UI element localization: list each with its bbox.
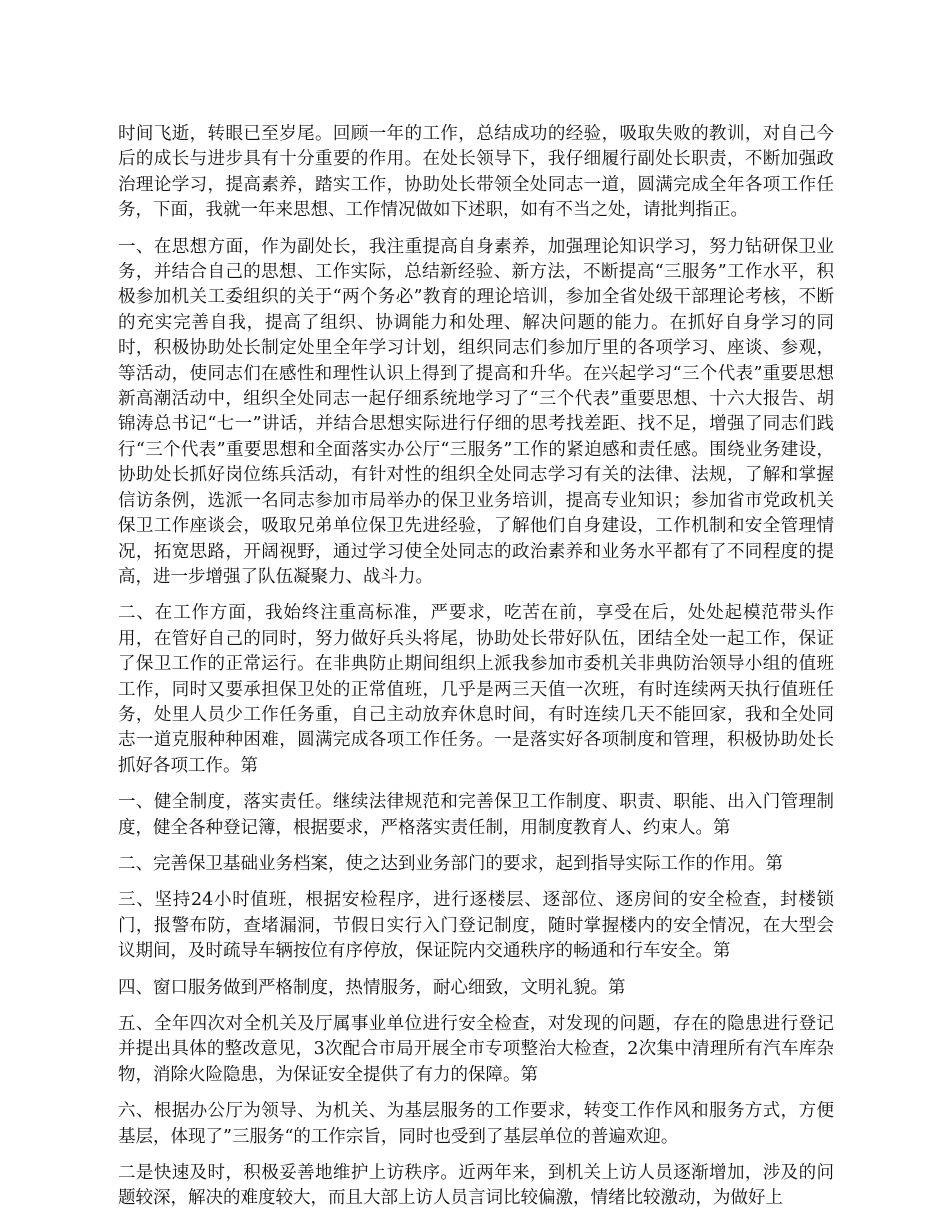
section-work-paragraph: 二、在工作方面，我始终注重高标准，严要求，吃苦在前，享受在后，处处起模范带头作用，在管好自己的同时，努力做好兵头将尾，协助处长带好队伍，团结全处一起工作，保证了保卫工作的正常运行。在非典防止期间组织上派我参加市委机关非典防治领导小组的值班工作，同时又要承担保卫处的正常值班，几乎是两三天值一次班，有时连续两天执行值班任务，处里人员少工作任务重，自己主动放弃休息时间，有时连续几天不能回家，我和全处同志一道克服种种困难，圆满完成各项工作任务。一是落实好各项制度和管理，积极协助处长抓好各项工作。第 — [118, 603, 834, 776]
section-thought-paragraph: 一、在思想方面，作为副处长，我注重提高自身素养，加强理论知识学习，努力钻研保卫业务，并结合自己的思想、工作实际，总结新经验、新方法，不断提高“三服务”工作水平，积极参加机关工委组织的关于“两个务必”教育的理论培训，参加全省处级干部理论考核，不断的充实完善自我，提高了组织、协调能力和处理、解决问题的能力。在抓好自身学习的同时，积极协助处长制定处里全年学习计划，组织同志们参加厅里的各项学习、座谈、参观，等活动，使同志们在感性和理性认识上得到了提高和升华。在兴起学习“三个代表”重要思想新高潮活动中，组织全处同志一起仔细系统地学习了“三个代表”重要思想、十六大报告、胡锦涛总书记“七一”讲话，并结合思想实际进行仔细的思考找差距、找不足，增强了同志们践行“三个代表”重要思想和全面落实办公厅“三服务”工作的紧迫感和责任感。围绕业务建设，协助处长抓好岗位练兵活动，有针对性的组织全处同志学习有关的法律、法规，了解和掌握信访条例，选派一名同志参加市局举办的保卫业务培训，提高专业知识；参加省市党政机关保卫工作座谈会，吸取兄弟单位保卫先进经验，了解他们自身建设，工作机制和安全管理情况，拓宽思路，开阔视野，通过学习使全处同志的政治素养和业务水平都有了不同程度的提高，进一步增强了队伍凝聚力、战斗力。 — [118, 236, 834, 587]
document-body — [118, 122, 834, 1223]
item-4-paragraph: 四、窗口服务做到严格制度，热情服务，耐心细致，文明礼貌。第 — [118, 977, 626, 998]
intro-paragraph: 时间飞逝，转眼已至岁尾。回顾一年的工作，总结成功的经验，吸取失败的教训，对自己今后的成长与进步具有十分重要的作用。在处长领导下，我仔细履行副处长职责，不断加强政治理论学习，提高素养，踏实工作，协助处长带领全处同志一道，圆满完成全年各项工作任务，下面，我就一年来思想、工作情况做如下述职，如有不当之处，请批判指正。 — [118, 124, 834, 221]
item-5-paragraph: 五、全年四次对全机关及厅属事业单位进行安全检查，对发现的问题，存在的隐患进行登记并提出具体的整改意见，3次配合市局开展全市专项整治大检查，2次集中清理所有汽车库杂物，消除火险隐患，为保证安全提供了有力的保障。第 — [118, 1014, 834, 1085]
item-3-paragraph: 三、坚持24小时值班，根据安检程序，进行逐楼层、逐部位、逐房间的安全检查，封楼锁门，报警布防，查堵漏洞，节假日实行入门登记制度，随时掌握楼内的安全情况，在大型会议期间，及时疏导车辆按位有序停放，保证院内交通秩序的畅通和行车安全。第 — [118, 890, 834, 962]
point-2-paragraph: 二是快速及时，积极妥善地维护上访秩序。近两年来，到机关上访人员逐渐增加，涉及的问题较深，解决的难度较大，而且大部上访人员言词比较偏激，情绪比较激动，为做好上 — [118, 1163, 834, 1209]
item-1-paragraph: 一、健全制度，落实责任。继续法律规范和完善保卫工作制度、职责、职能、出入门管理制度，健全各种登记簿，根据要求，严格落实责任制，用制度教育人、约束人。第 — [118, 792, 834, 838]
item-6-paragraph: 六、根据办公厅为领导、为机关、为基层服务的工作要求，转变工作作风和服务方式，方便基层，体现了”三服务“的工作宗旨，同时也受到了基层单位的普遍欢迎。 — [118, 1101, 834, 1147]
item-2-paragraph: 二、完善保卫基础业务档案，使之达到业务部门的要求，起到指导实际工作的作用。第 — [118, 853, 783, 874]
